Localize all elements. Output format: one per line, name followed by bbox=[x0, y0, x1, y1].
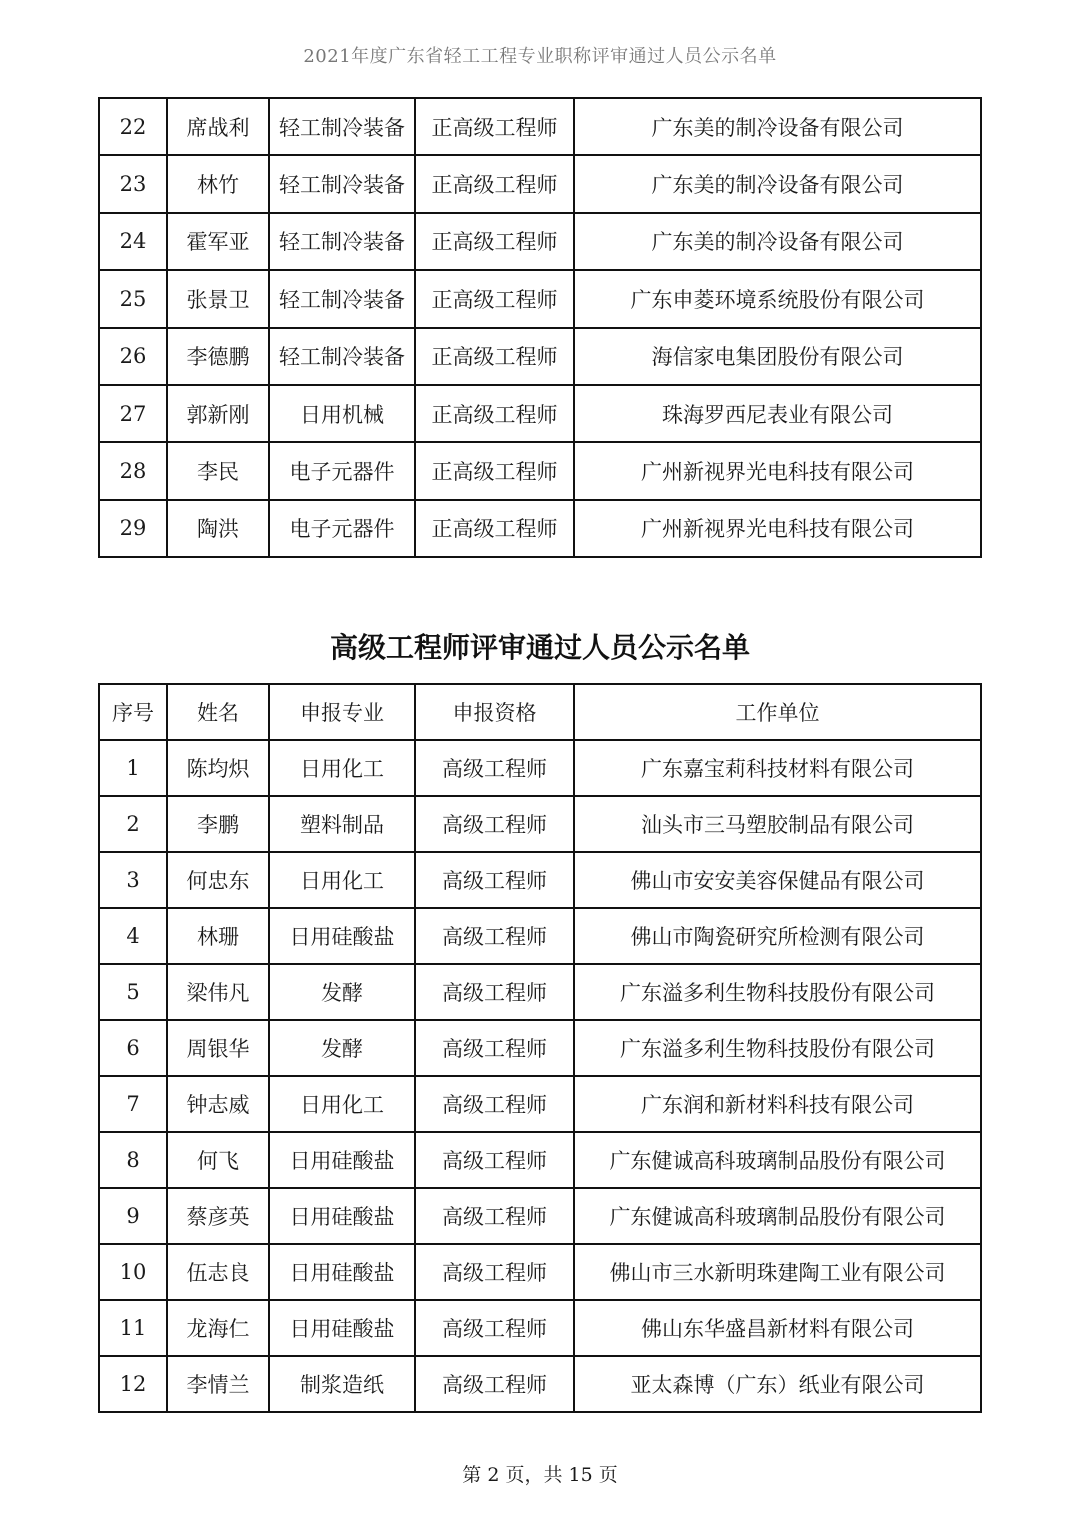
cell-qualification: 正高级工程师 bbox=[415, 442, 574, 499]
cell-name: 霍军亚 bbox=[167, 213, 269, 270]
cell-employer: 广东美的制冷设备有限公司 bbox=[574, 155, 981, 212]
cell-employer: 汕头市三马塑胶制品有限公司 bbox=[574, 796, 981, 852]
cell-qualification: 高级工程师 bbox=[415, 852, 574, 908]
table-row bbox=[99, 500, 981, 557]
page-header: 2021年度广东省轻工工程专业职称评审通过人员公示名单 bbox=[303, 46, 777, 67]
cell-name: 何飞 bbox=[167, 1132, 269, 1188]
cell-index: 9 bbox=[99, 1188, 167, 1244]
cell-name: 林竹 bbox=[167, 155, 269, 212]
cell-qualification: 高级工程师 bbox=[415, 1244, 574, 1300]
cell-qualification: 高级工程师 bbox=[415, 1300, 574, 1356]
cell-qualification: 高级工程师 bbox=[415, 908, 574, 964]
cell-index: 4 bbox=[99, 908, 167, 964]
table-row bbox=[99, 1300, 981, 1356]
cell-specialty: 制浆造纸 bbox=[269, 1356, 415, 1412]
cell-index: 12 bbox=[99, 1356, 167, 1412]
cell-employer: 广东健诚高科玻璃制品股份有限公司 bbox=[574, 1188, 981, 1244]
cell-employer: 亚太森博（广东）纸业有限公司 bbox=[574, 1356, 981, 1412]
cell-index: 6 bbox=[99, 1020, 167, 1076]
cell-name: 林珊 bbox=[167, 908, 269, 964]
table-row bbox=[99, 1244, 981, 1300]
cell-employer: 海信家电集团股份有限公司 bbox=[574, 328, 981, 385]
cell-index: 2 bbox=[99, 796, 167, 852]
engineer-approval-table bbox=[98, 683, 982, 1413]
cell-name: 伍志良 bbox=[167, 1244, 269, 1300]
cell-name: 蔡彦英 bbox=[167, 1188, 269, 1244]
table-row bbox=[99, 442, 981, 499]
cell-name: 周银华 bbox=[167, 1020, 269, 1076]
cell-specialty: 日用硅酸盐 bbox=[269, 1132, 415, 1188]
bottom-table-body bbox=[99, 740, 981, 1412]
cell-qualification: 正高级工程师 bbox=[415, 98, 574, 155]
cell-qualification: 高级工程师 bbox=[415, 1132, 574, 1188]
cell-index: 11 bbox=[99, 1300, 167, 1356]
header-cell-name: 姓名 bbox=[167, 684, 269, 740]
table-row bbox=[99, 740, 981, 796]
cell-employer: 广东申菱环境系统股份有限公司 bbox=[574, 270, 981, 327]
table-header bbox=[99, 684, 981, 740]
cell-index: 3 bbox=[99, 852, 167, 908]
cell-employer: 广东美的制冷设备有限公司 bbox=[574, 213, 981, 270]
cell-employer: 佛山市三水新明珠建陶工业有限公司 bbox=[574, 1244, 981, 1300]
cell-qualification: 正高级工程师 bbox=[415, 155, 574, 212]
table-row bbox=[99, 1020, 981, 1076]
cell-qualification: 高级工程师 bbox=[415, 1076, 574, 1132]
table-row bbox=[99, 1132, 981, 1188]
cell-specialty: 日用机械 bbox=[269, 385, 415, 442]
table-row bbox=[99, 328, 981, 385]
cell-index: 22 bbox=[99, 98, 167, 155]
header-cell-qualification: 申报资格 bbox=[415, 684, 574, 740]
cell-index: 26 bbox=[99, 328, 167, 385]
cell-index: 7 bbox=[99, 1076, 167, 1132]
table-row bbox=[99, 155, 981, 212]
cell-employer: 广东嘉宝莉科技材料有限公司 bbox=[574, 740, 981, 796]
cell-qualification: 正高级工程师 bbox=[415, 500, 574, 557]
cell-name: 何忠东 bbox=[167, 852, 269, 908]
cell-name: 钟志威 bbox=[167, 1076, 269, 1132]
section-title: 高级工程师评审通过人员公示名单 bbox=[329, 631, 750, 664]
cell-qualification: 高级工程师 bbox=[415, 964, 574, 1020]
cell-specialty: 日用硅酸盐 bbox=[269, 1244, 415, 1300]
table-row bbox=[99, 1356, 981, 1412]
header-cell-index: 序号 bbox=[99, 684, 167, 740]
cell-specialty: 轻工制冷装备 bbox=[269, 98, 415, 155]
cell-name: 陶洪 bbox=[167, 500, 269, 557]
table-row bbox=[99, 964, 981, 1020]
cell-specialty: 塑料制品 bbox=[269, 796, 415, 852]
cell-index: 29 bbox=[99, 500, 167, 557]
cell-specialty: 电子元器件 bbox=[269, 442, 415, 499]
cell-employer: 佛山东华盛昌新材料有限公司 bbox=[574, 1300, 981, 1356]
table-row bbox=[99, 1076, 981, 1132]
cell-index: 25 bbox=[99, 270, 167, 327]
cell-qualification: 正高级工程师 bbox=[415, 270, 574, 327]
cell-employer: 广东健诚高科玻璃制品股份有限公司 bbox=[574, 1132, 981, 1188]
cell-index: 24 bbox=[99, 213, 167, 270]
cell-employer: 广东美的制冷设备有限公司 bbox=[574, 98, 981, 155]
cell-employer: 佛山市陶瓷研究所检测有限公司 bbox=[574, 908, 981, 964]
cell-specialty: 轻工制冷装备 bbox=[269, 328, 415, 385]
cell-qualification: 高级工程师 bbox=[415, 740, 574, 796]
cell-index: 5 bbox=[99, 964, 167, 1020]
cell-name: 张景卫 bbox=[167, 270, 269, 327]
table-row bbox=[99, 270, 981, 327]
cell-employer: 广州新视界光电科技有限公司 bbox=[574, 500, 981, 557]
cell-qualification: 高级工程师 bbox=[415, 1188, 574, 1244]
table-row bbox=[99, 796, 981, 852]
header-cell-specialty: 申报专业 bbox=[269, 684, 415, 740]
cell-index: 27 bbox=[99, 385, 167, 442]
cell-specialty: 发酵 bbox=[269, 1020, 415, 1076]
cell-qualification: 高级工程师 bbox=[415, 796, 574, 852]
table-row bbox=[99, 852, 981, 908]
cell-specialty: 轻工制冷装备 bbox=[269, 155, 415, 212]
table-row bbox=[99, 908, 981, 964]
cell-specialty: 电子元器件 bbox=[269, 500, 415, 557]
cell-name: 席战利 bbox=[167, 98, 269, 155]
cell-specialty: 轻工制冷装备 bbox=[269, 213, 415, 270]
cell-index: 23 bbox=[99, 155, 167, 212]
table-header-row bbox=[99, 684, 981, 740]
cell-employer: 广州新视界光电科技有限公司 bbox=[574, 442, 981, 499]
cell-qualification: 高级工程师 bbox=[415, 1356, 574, 1412]
cell-index: 10 bbox=[99, 1244, 167, 1300]
cell-name: 陈均炽 bbox=[167, 740, 269, 796]
cell-specialty: 日用化工 bbox=[269, 1076, 415, 1132]
senior-engineer-table-continued bbox=[98, 97, 982, 558]
cell-specialty: 日用硅酸盐 bbox=[269, 1300, 415, 1356]
cell-employer: 珠海罗西尼表业有限公司 bbox=[574, 385, 981, 442]
table-row bbox=[99, 1188, 981, 1244]
cell-name: 李情兰 bbox=[167, 1356, 269, 1412]
cell-specialty: 轻工制冷装备 bbox=[269, 270, 415, 327]
cell-specialty: 日用硅酸盐 bbox=[269, 908, 415, 964]
cell-qualification: 正高级工程师 bbox=[415, 385, 574, 442]
table-row bbox=[99, 98, 981, 155]
cell-employer: 佛山市安安美容保健品有限公司 bbox=[574, 852, 981, 908]
cell-name: 龙海仁 bbox=[167, 1300, 269, 1356]
page-number: 第 2 页，共 15 页 bbox=[462, 1464, 618, 1486]
cell-qualification: 正高级工程师 bbox=[415, 328, 574, 385]
cell-index: 28 bbox=[99, 442, 167, 499]
cell-name: 郭新刚 bbox=[167, 385, 269, 442]
cell-index: 8 bbox=[99, 1132, 167, 1188]
cell-name: 李德鹏 bbox=[167, 328, 269, 385]
cell-specialty: 日用硅酸盐 bbox=[269, 1188, 415, 1244]
cell-qualification: 正高级工程师 bbox=[415, 213, 574, 270]
cell-qualification: 高级工程师 bbox=[415, 1020, 574, 1076]
cell-index: 1 bbox=[99, 740, 167, 796]
cell-employer: 广东溢多利生物科技股份有限公司 bbox=[574, 964, 981, 1020]
cell-name: 李民 bbox=[167, 442, 269, 499]
cell-employer: 广东润和新材料科技有限公司 bbox=[574, 1076, 981, 1132]
cell-specialty: 日用化工 bbox=[269, 740, 415, 796]
cell-specialty: 日用化工 bbox=[269, 852, 415, 908]
table-row bbox=[99, 385, 981, 442]
cell-specialty: 发酵 bbox=[269, 964, 415, 1020]
table-row bbox=[99, 213, 981, 270]
header-cell-employer: 工作单位 bbox=[574, 684, 981, 740]
top-table-body bbox=[99, 98, 981, 557]
cell-name: 梁伟凡 bbox=[167, 964, 269, 1020]
cell-name: 李鹏 bbox=[167, 796, 269, 852]
cell-employer: 广东溢多利生物科技股份有限公司 bbox=[574, 1020, 981, 1076]
